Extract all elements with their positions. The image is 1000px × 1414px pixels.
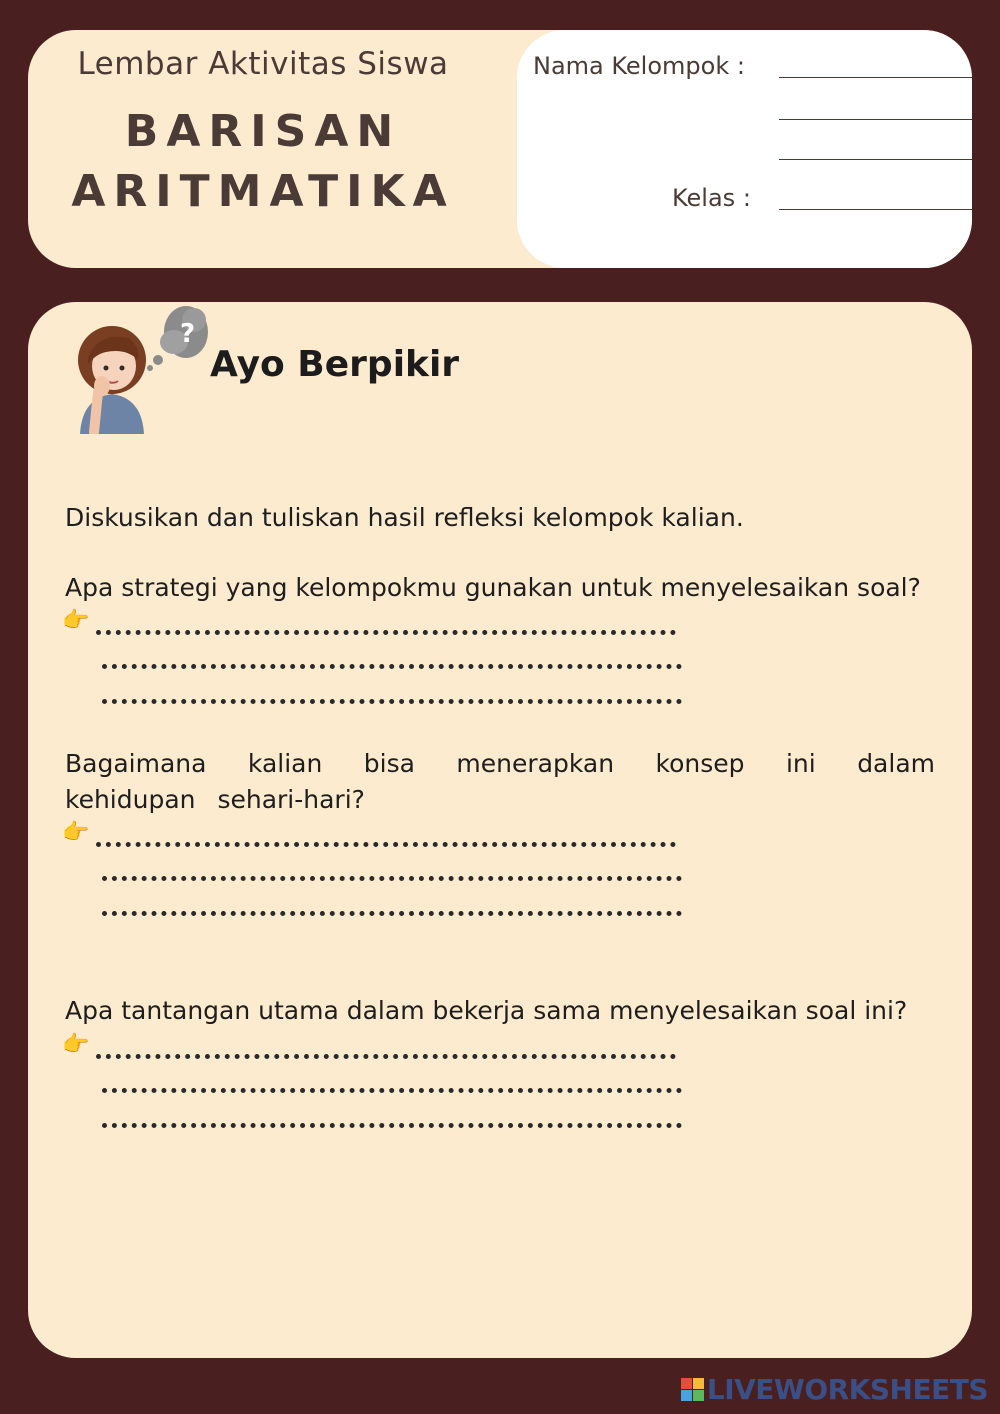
answer-line-1-1[interactable]: [96, 630, 676, 635]
watermark-text: LIVEWORKSHEETS: [706, 1372, 988, 1406]
answer-line-2-2[interactable]: [102, 876, 682, 881]
question-3: Apa tantangan utama dalam bekerja sama menyelesaikan soal ini?: [65, 996, 908, 1025]
answer-line-2-3[interactable]: [102, 911, 682, 916]
worksheet-title-line2: ARITMATIKA: [71, 166, 455, 217]
worksheet-subtitle: Lembar Aktivitas Siswa: [77, 46, 449, 82]
identity-block: [517, 30, 972, 268]
question-2: Bagaimana kalian bisa menerapkan konsep ini dalam kehidupan sehari-hari?: [65, 749, 935, 814]
answer-line-3-3[interactable]: [102, 1123, 682, 1128]
instruction-text: Diskusikan dan tuliskan hasil refleksi kelompok kalian.: [65, 503, 744, 532]
header-panel: [28, 30, 972, 268]
pointing-hand-icon: 👉: [62, 1032, 90, 1057]
answer-line-1-2[interactable]: [102, 664, 682, 669]
class-label: Kelas :: [672, 184, 751, 212]
question-1: Apa strategi yang kelompokmu gunakan untuk menyelesaikan soal?: [65, 573, 921, 602]
answer-line-1-3[interactable]: [102, 699, 682, 704]
answer-line-3-2[interactable]: [102, 1088, 682, 1093]
title-block: [28, 30, 518, 268]
answer-line-3-1[interactable]: [96, 1054, 676, 1059]
pointing-hand-icon: 👉: [62, 820, 90, 845]
section-title: Ayo Berpikir: [210, 344, 460, 385]
answer-line-2-1[interactable]: [96, 842, 676, 847]
thought-cloud-icon: [147, 306, 208, 371]
worksheet-title-line1: BARISAN: [124, 106, 402, 157]
group-name-line-2[interactable]: [779, 119, 972, 120]
main-panel: [28, 302, 972, 1358]
group-name-label: Nama Kelompok :: [533, 52, 745, 80]
thinking-girl-icon: [62, 302, 212, 434]
liveworksheets-logo-icon: [681, 1378, 704, 1401]
svg-text:?: ?: [180, 319, 196, 349]
group-name-line-1[interactable]: [779, 77, 972, 78]
liveworksheets-watermark: [681, 1372, 988, 1406]
pointing-hand-icon: 👉: [62, 608, 90, 633]
group-name-line-3[interactable]: [779, 159, 972, 160]
class-line[interactable]: [779, 209, 972, 210]
